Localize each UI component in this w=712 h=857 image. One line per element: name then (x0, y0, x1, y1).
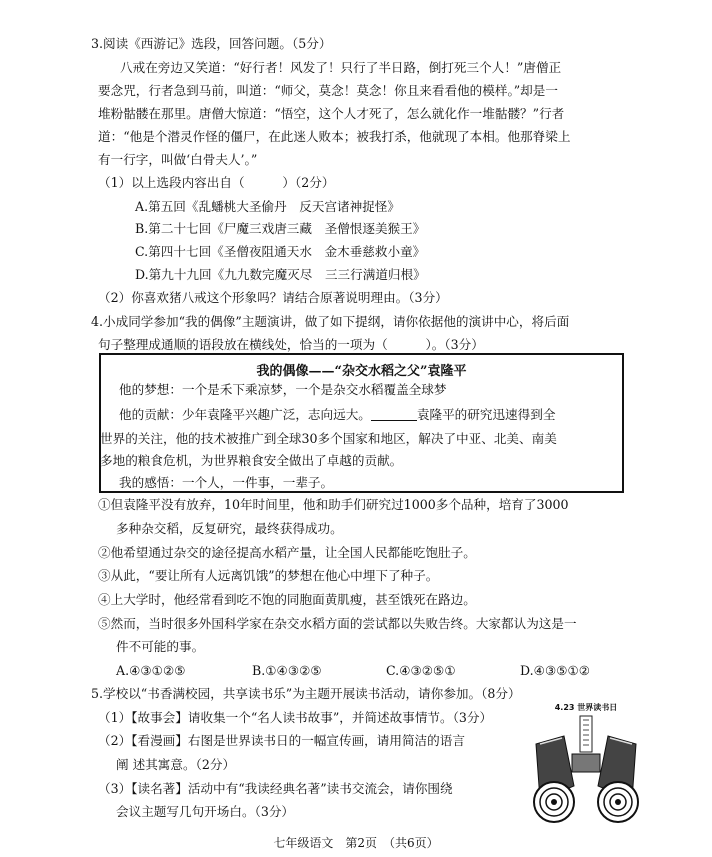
outline-contribution-line-3: 多地的粮食危机，为世界粮食安全做出了卓越的贡献。 (100, 453, 403, 468)
sentence-5-line-1: ⑤然而，当时很多外国科学家在杂交水稻方面的尝试都以失败告终。大家都认为这是一 (98, 616, 577, 631)
outline-contribution-end: 袁隆平的研究迅速得到全 (416, 407, 556, 422)
sentence-3: ③从此，“要让所有人远离饥饿”的梦想在他心中埋下了种子。 (98, 568, 439, 583)
q4-choice-c: C.④③②⑤① (386, 663, 456, 678)
q3-option-b: B.第二十七回《尸魔三戏唐三藏 圣僧恨逐美猴王》 (135, 221, 426, 236)
outline-feeling: 我的感悟：一个人，一件事，一辈子。 (119, 475, 334, 490)
sentence-2: ②他希望通过杂交的途径提高水稻产量，让全国人民都能吃饱肚子。 (98, 545, 476, 560)
q3-passage-line-2: 要念咒，行者急到马前，叫道：“师父，莫念！莫念！你且来看看他的模样。”却是一 (98, 83, 558, 98)
q3-title: 3.阅读《西游记》选段，回答问题。（5分） (91, 36, 332, 51)
outline-box (99, 353, 624, 493)
sentence-5-line-2: 件不可能的事。 (116, 639, 205, 654)
answer-blank[interactable] (371, 408, 417, 421)
q5-sub3-line-2: 会议主题写几句开场白。（3分） (116, 804, 295, 819)
q5-title: 5.学校以“书香满校园，共享读书乐”为主题开展读书活动，请你参加。（8分） (91, 686, 521, 701)
outline-contribution-line-1 (119, 407, 555, 423)
q3-sub2: （2）你喜欢猪八戒这个形象吗？请结合原著说明理由。（3分） (98, 290, 448, 305)
outline-title: 我的偶像——“杂交水稻之父”袁隆平 (256, 364, 467, 379)
q4-intro-line-1: 4.小成同学参加“我的偶像”主题演讲，做了如下提纲，请你依据他的演讲中心，将后面 (91, 314, 570, 329)
q5-sub2-line-2: 阐 述其寓意。（2分） (116, 757, 236, 772)
q4-choice-b: B.①④③②⑤ (252, 663, 322, 678)
q3-passage-line-5: 有一行字，叫做‘白骨夫人’。” (98, 152, 258, 167)
q3-option-c: C.第四十七回《圣僧夜阻通天水 金木垂慈救小童》 (135, 244, 426, 259)
q5-sub1: （1）【故事会】请收集一个“名人读书故事”，并简述故事情节。（3分） (98, 710, 493, 725)
q5-sub2-line-1: （2）【看漫画】右图是世界读书日的一幅宣传画，请用简洁的语言 (98, 733, 465, 748)
binoculars-book-icon (516, 714, 656, 824)
sentence-1-line-2: 多种杂交稻，反复研究，最终获得成功。 (116, 521, 343, 536)
q3-passage-line-3: 堆粉骷髅在那里。唐僧大惊道：“悟空，这个人才死了，怎么就化作一堆骷髅？”行者 (98, 106, 565, 121)
page-footer: 七年级语文 第2页 （共6页） (273, 836, 439, 850)
sentence-1-line-1: ①但袁隆平没有放弃，10年时间里，他和助手们研究过1000多个品种，培育了3000 (98, 497, 569, 512)
q5-sub3-line-1: （3）【读名著】活动中有“我读经典名著”读书交流会，请你围绕 (98, 781, 453, 796)
q3-sub1: （1）以上选段内容出自（ ）（2分） (98, 175, 335, 190)
q3-passage-line-1: 八戒在旁边又笑道：“好行者！风发了！只行了半日路，倒打死三个人！”唐僧正 (120, 60, 562, 75)
q4-choice-d: D.④③⑤①② (520, 663, 591, 678)
outline-contribution-start: 他的贡献：少年袁隆平兴趣广泛，志向远大。 (119, 407, 371, 422)
reading-day-poster (516, 702, 656, 822)
outline-contribution-line-2: 世界的关注，他的技术被推广到全球30多个国家和地区，解决了中亚、北美、南美 (100, 431, 557, 446)
outline-dream: 他的梦想：一个是禾下乘凉梦，一个是杂交水稻覆盖全球梦 (119, 382, 447, 397)
q3-passage-line-4: 道：“他是个潜灵作怪的僵尸，在此迷人败本；被我打杀，他就现了本相。他那脊梁上 (98, 129, 571, 144)
q3-option-a: A.第五回《乱蟠桃大圣偷丹 反天宫诸神捉怪》 (135, 199, 400, 214)
sentence-4: ④上大学时，他经常看到吃不饱的同胞面黄肌瘦，甚至饿死在路边。 (98, 592, 476, 607)
poster-title: 4.23 世界读书日 (554, 703, 618, 712)
q4-intro-line-2: 句子整理成通顺的语段放在横线处，恰当的一项为（ ）。（3分） (98, 337, 484, 352)
q3-option-d: D.第九十九回《九九数完魔灭尽 三三行满道归根》 (135, 267, 426, 282)
q4-choice-a: A.④③①②⑤ (116, 663, 186, 678)
